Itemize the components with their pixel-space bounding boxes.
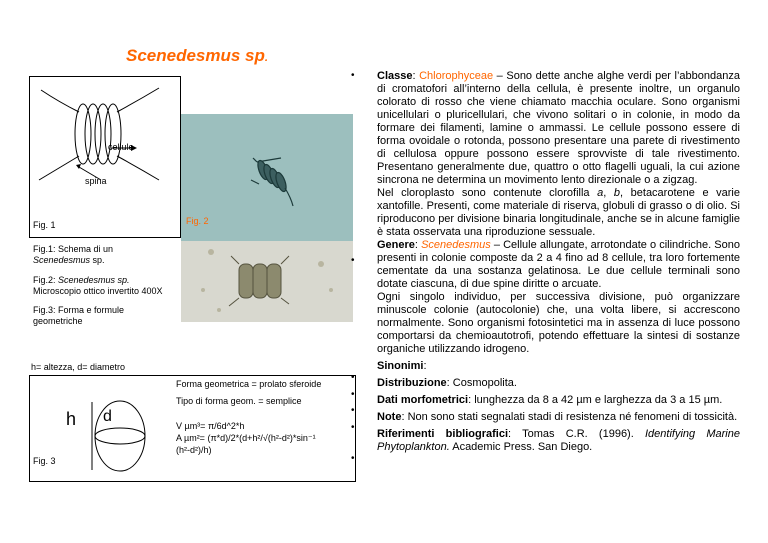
cloroplasto-paragraph: Nel cloroplasto sono contenute clorofilla a, b, betacarotene e varie xantofille. Presenti, come materiale di riserva, globuli di grasso o di olio. Si riproducono per divisione binaria longitudinale, anche se in alcune famiglie è stata osservata una riproduzione sessuale.: [377, 187, 740, 238]
figure-1-diagram: [29, 76, 181, 238]
bullet-note: •: [351, 422, 355, 433]
label-spina: spina: [85, 176, 107, 186]
tipo-text: Tipo di forma geom. = semplice: [176, 396, 302, 406]
bullet-riferimenti: •: [351, 453, 355, 464]
fig2-caption: Fig. 2: [186, 216, 209, 226]
label-cellule: cellule: [108, 142, 134, 152]
formula-volume: V µm³= π/6d^2*h: [176, 421, 245, 431]
bullet-distribuzione: •: [351, 389, 355, 400]
formula-area-2: (h²-d²)/h): [176, 445, 212, 455]
fig3-legend: h= altezza, d= diametro: [31, 362, 126, 372]
note-line: Note: Non sono stati segnalati stadi di resistenza né fenomeni di tossicità.: [377, 411, 738, 423]
fig1-caption: Fig. 1: [33, 220, 56, 230]
forma-text: Forma geometrica = prolato sferoide: [176, 379, 322, 389]
bullet-genere: •: [351, 255, 355, 266]
description-column: [377, 70, 740, 454]
riferimenti-line: Riferimenti bibliografici: Tomas C.R. (1996). Identifying Marine Phytoplankton. Academic Press. San Diego.: [377, 428, 740, 453]
fig1-caption-text: Fig.1: Schema di un Scenedesmus sp.: [33, 244, 114, 265]
dati-line: Dati morfometrici: lunghezza da 8 a 42 µm e larghezza da 3 a 15 µm.: [377, 394, 723, 406]
classe-paragraph: Classe: Chlorophyceae – Sono dette anche alghe verdi per l’abbondanza di cromatofori all’interno della cellula, è presente inoltre, un organulo colorato di rosso che viene chiamato macchia oculare. Sono organismi unicellulari o pluricellulari, che vivono solitari o in colonie, in modo da formare dei filamenti, lamine o ammassi. Le cellule possono essere di forma ovoidale o rotonda, possono presentare una parete di rivestimento di cellulosa oppure possono essere sprovviste di tale rivestimento. Presentano generalmente due, quattro o otto flagelli uguali, la cui azione sincrona ne determina un movimento lento direzionale o a zigzag.: [377, 70, 740, 186]
bullet-dati: •: [351, 405, 355, 416]
genere-paragraph-2: Ogni singolo individuo, per successiva divisione, può organizzare minuscole colonie (autocolonie) che, una volta libere, si accrescono normalmente. Sono organismi fotosintetici ma in assenza di luce possono comportarsi da chemioautotrofi, potendo effettuare la sintesi di sostanze organiche utilizzando idrogeno.: [377, 291, 740, 355]
fig3-caption-text: Fig.3: Forma e formule geometriche: [33, 305, 125, 326]
formula-area-1: A µm²= (π*d)/2*(d+h²/√(h²-d²)*sin⁻¹: [176, 433, 316, 443]
bullet-sinonimi: •: [351, 372, 355, 383]
page-title: Scenedesmus sp.: [126, 46, 268, 65]
sinonimi-line: Sinonimi:: [377, 360, 427, 372]
genere-paragraph: Genere: Scenedesmus – Cellule allungate, arrotondate o cilindriche. Sono presenti in colonie composte da 2 a 4 fino ad 8 cellule, tra loro fortemente cementate da una sostanza gelatinosa. Le due cellule terminali sono dotate ciascuna, di due spine diritte o arcuate.: [377, 239, 740, 290]
distribuzione-line: Distribuzione: Cosmopolita.: [377, 377, 517, 389]
d-label: d: [103, 408, 112, 425]
captions-block: [33, 244, 178, 327]
figure-3-spheroid: [80, 396, 150, 478]
bullet-classe: •: [351, 70, 355, 81]
fig2-caption-text: Fig.2: Scenedesmus sp. Microscopio ottico invertito 400X: [33, 275, 163, 296]
h-label: h: [66, 409, 77, 429]
fig3-caption: Fig. 3: [33, 456, 56, 466]
